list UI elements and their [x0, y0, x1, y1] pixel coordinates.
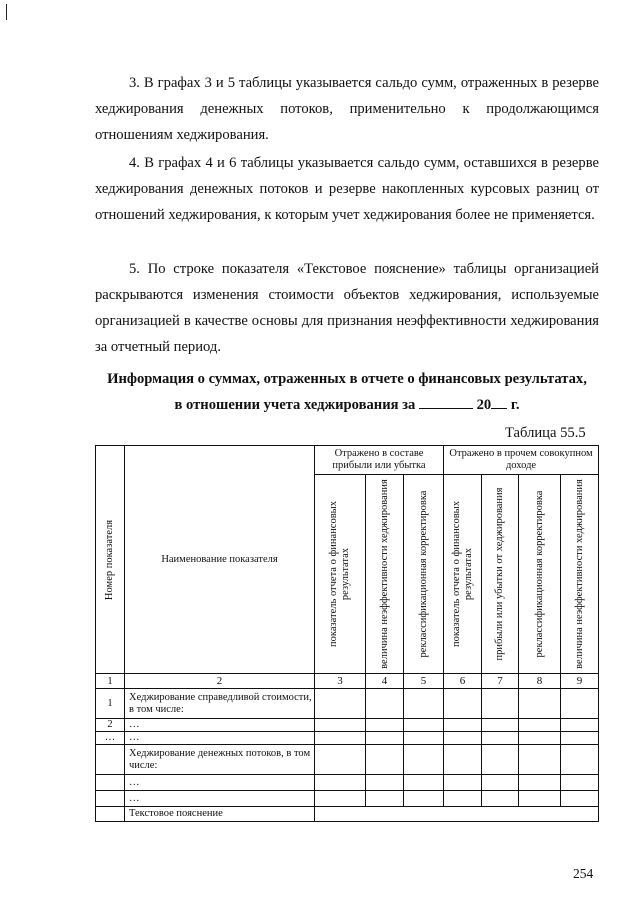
- table-row: [96, 689, 599, 719]
- subheader-cell-6: [444, 475, 482, 674]
- row-name: Текстовое пояснение: [125, 807, 315, 822]
- header-group-oci: Отражено в прочем совокупном доходе: [444, 446, 599, 475]
- row-name: …: [125, 791, 315, 807]
- table-row: [96, 745, 599, 775]
- table-caption: Таблица 55.5: [505, 425, 586, 441]
- table-row: [96, 775, 599, 791]
- subheader-cell-3: [315, 475, 366, 674]
- subheader-cell-8: [519, 475, 561, 674]
- row-number: [96, 807, 125, 822]
- heading-prefix: в отношении учета хеджирования за: [174, 397, 416, 413]
- column-number: 7: [482, 674, 519, 689]
- table-row: [96, 732, 599, 745]
- table-heading-line1: Информация о суммах, отраженных в отчете о финансовых результатах,: [107, 371, 587, 387]
- subheader-cell-7: [482, 475, 519, 674]
- table-row: [96, 719, 599, 732]
- column-number: 1: [96, 674, 125, 689]
- heading-year: 20: [476, 397, 492, 413]
- margin-mark: [6, 4, 7, 20]
- subheader-4: величина неэффективности хеджирования: [378, 479, 390, 669]
- column-number: 9: [561, 674, 599, 689]
- subheader-cell-4: [366, 475, 404, 674]
- row-name: …: [125, 775, 315, 791]
- row-name: Хеджирование денежных потоков, в том числе:: [125, 745, 315, 775]
- subheader-cell-5: [404, 475, 444, 674]
- table-row: [96, 807, 599, 822]
- header-row-groups: [96, 446, 599, 475]
- heading-suffix: г.: [510, 397, 520, 413]
- row-number: 2: [96, 719, 125, 732]
- row-number: 1: [96, 689, 125, 719]
- subheader-5: реклассификационная корректировка: [417, 490, 429, 658]
- subheader-7: прибыли или убытки от хеджирования: [494, 487, 506, 661]
- subheader-6: показатель отчета о финансовых результатах: [450, 501, 474, 647]
- table-row: [96, 791, 599, 807]
- row-number: [96, 791, 125, 807]
- text-explanation-cell: [315, 807, 599, 822]
- row-name: …: [125, 732, 315, 745]
- header-group-profit-loss: Отражено в составе прибыли или убытка: [315, 446, 444, 475]
- row-name: Хеджирование справедливой стоимости, в том числе:: [125, 689, 315, 719]
- row-number: …: [96, 732, 125, 745]
- subheader-3: показатель отчета о финансовых результатах: [328, 501, 351, 647]
- row-name: …: [125, 719, 315, 732]
- table-heading-line2: [95, 392, 599, 418]
- column-number: 3: [315, 674, 366, 689]
- year-blank: [491, 395, 507, 409]
- subheader-9: величина неэффективности хеджирования: [573, 479, 585, 669]
- header-number-cell: [96, 446, 125, 674]
- column-number: 5: [404, 674, 444, 689]
- column-number: 4: [366, 674, 404, 689]
- page-number: 254: [573, 866, 594, 881]
- header-name: Наименование показателя: [125, 446, 315, 674]
- period-blank: [419, 395, 473, 409]
- subheader-8: реклассификационная корректировка: [533, 490, 545, 658]
- row-number: [96, 775, 125, 791]
- column-number: 2: [125, 674, 315, 689]
- hedging-table: [95, 445, 599, 822]
- header-number: Номер показателя: [104, 519, 115, 600]
- paragraph-5: 5. По строке показателя «Текстовое пояснение» таблицы организацией раскрываются изменения стоимости объектов хеджирования, используемые организацией в качестве основы для признания неэффективности хеджирования за отчетный период.: [95, 261, 599, 355]
- column-number: 6: [444, 674, 482, 689]
- column-numbers-row: [96, 674, 599, 689]
- paragraph-4: 4. В графах 4 и 6 таблицы указывается сальдо сумм, оставшихся в резерве хеджирования денежных потоков и резерве накопленных курсовых разниц от отношений хеджирования, к которым учет хеджирования более не применяется.: [95, 155, 599, 223]
- paragraph-3: 3. В графах 3 и 5 таблицы указывается сальдо сумм, отраженных в резерве хеджирования денежных потоков, применительно к продолжающимся отношениям хеджирования.: [95, 75, 599, 143]
- subheader-cell-9: [561, 475, 599, 674]
- column-number: 8: [519, 674, 561, 689]
- row-number: [96, 745, 125, 775]
